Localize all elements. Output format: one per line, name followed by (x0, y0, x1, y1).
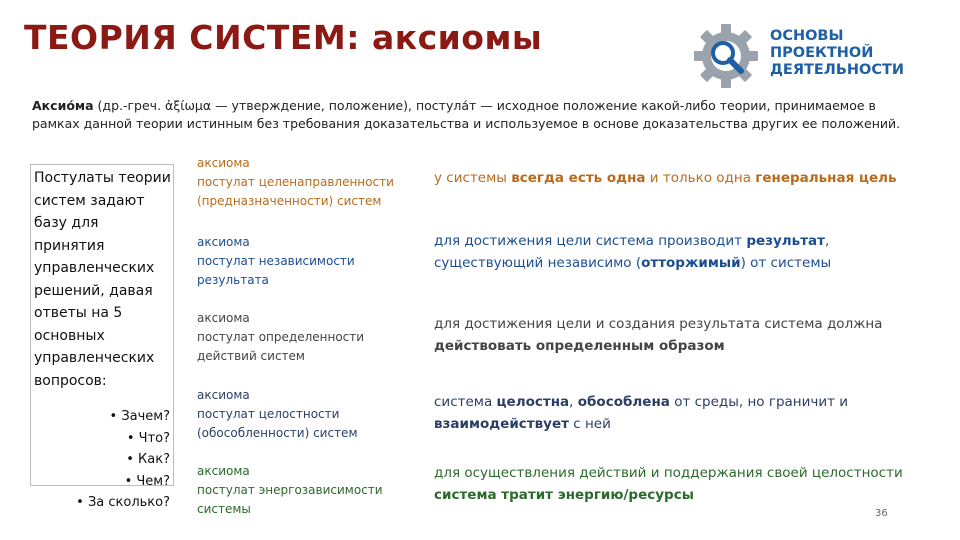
statement-segment: целостна (496, 394, 570, 410)
question-item: • Что? (34, 428, 173, 450)
axiom-statement-2 (434, 230, 934, 274)
axiom-postulate: постулат определенности действий систем (197, 330, 365, 363)
axiom-statement-4 (434, 391, 934, 435)
logo-line: ОСНОВЫ (770, 28, 844, 44)
intro-term: Аксио́ма (32, 98, 94, 113)
questions-list (34, 406, 173, 514)
page-number: 36 (875, 508, 888, 519)
statement-segment: с ней (568, 416, 611, 432)
postulates-text: Постулаты теории систем задают базу для принятия управленческих решений, давая ответы на 5 основных управленческих вопросов: (34, 170, 171, 389)
statement-segment: от среды, но граничит и (669, 394, 849, 410)
question-item: • Как? (34, 449, 173, 471)
axiom-label-1 (197, 154, 412, 211)
axiom-word: аксиома (197, 235, 250, 249)
statement-segment: результат (746, 233, 825, 249)
statement-segment: всегда есть одна (511, 170, 646, 186)
axiom-label-4 (197, 386, 412, 443)
axiom-postulate: постулат целенаправленности (предназначенности) систем (197, 175, 394, 208)
logo-line: ПРОЕКТНОЙ (770, 45, 874, 61)
axiom-statement-3 (434, 313, 934, 357)
statement-segment: система (434, 394, 497, 410)
statement-segment: для достижения цели система производит (434, 233, 747, 249)
postulates-box (30, 164, 174, 510)
statement-segment: у системы (434, 170, 512, 186)
statement-segment: , существующий независимо ( (434, 233, 830, 271)
logo (692, 18, 942, 93)
axiom-word: аксиома (197, 156, 250, 170)
statement-segment: генеральная цель (755, 170, 897, 186)
gear-magnifier-icon (692, 22, 760, 90)
axiom-word: аксиома (197, 388, 250, 402)
statement-segment: отторжимый (641, 255, 741, 271)
question-item: • За сколько? (34, 492, 173, 514)
logo-line: ДЕЯТЕЛЬНОСТИ (770, 62, 905, 78)
statement-segment: ) от системы (740, 255, 832, 271)
slide-title: ТЕОРИЯ СИСТЕМ: аксиомы (24, 18, 543, 57)
axiom-word: аксиома (197, 464, 250, 478)
question-item: • Чем? (34, 471, 173, 493)
axiom-label-2 (197, 233, 412, 290)
axiom-word: аксиома (197, 311, 250, 325)
intro-definition (32, 97, 912, 133)
statement-segment: взаимодействует (434, 416, 569, 432)
statement-segment: для достижения цели и создания результата система должна (434, 316, 883, 332)
axiom-postulate: постулат энергозависимости системы (197, 483, 383, 516)
question-item: • Зачем? (34, 406, 173, 428)
axiom-label-3 (197, 309, 412, 366)
axiom-statement-5 (434, 462, 934, 506)
statement-segment: , (569, 394, 578, 410)
axiom-postulate: постулат независимости результата (197, 254, 355, 287)
statement-segment: обособлена (577, 394, 670, 410)
intro-text: (др.-греч. ἀξίωμα — утверждение, положение), постула́т — исходное положение какой-либо теории, принимаемое в рамках данной теории истинным без требования доказательства и используемое в основе доказательства других ее положений. (32, 98, 901, 131)
axiom-postulate: постулат целостности (обособленности) систем (197, 407, 358, 440)
statement-segment: действовать определенным образом (434, 338, 725, 354)
logo-text (770, 28, 904, 79)
axiom-statement-1 (434, 167, 934, 189)
axiom-label-5 (197, 462, 412, 519)
statement-segment: система тратит энергию/ресурсы (434, 487, 694, 503)
statement-segment: для осуществления действий и поддержания своей целостности (434, 465, 903, 481)
statement-segment: и только одна (645, 170, 756, 186)
